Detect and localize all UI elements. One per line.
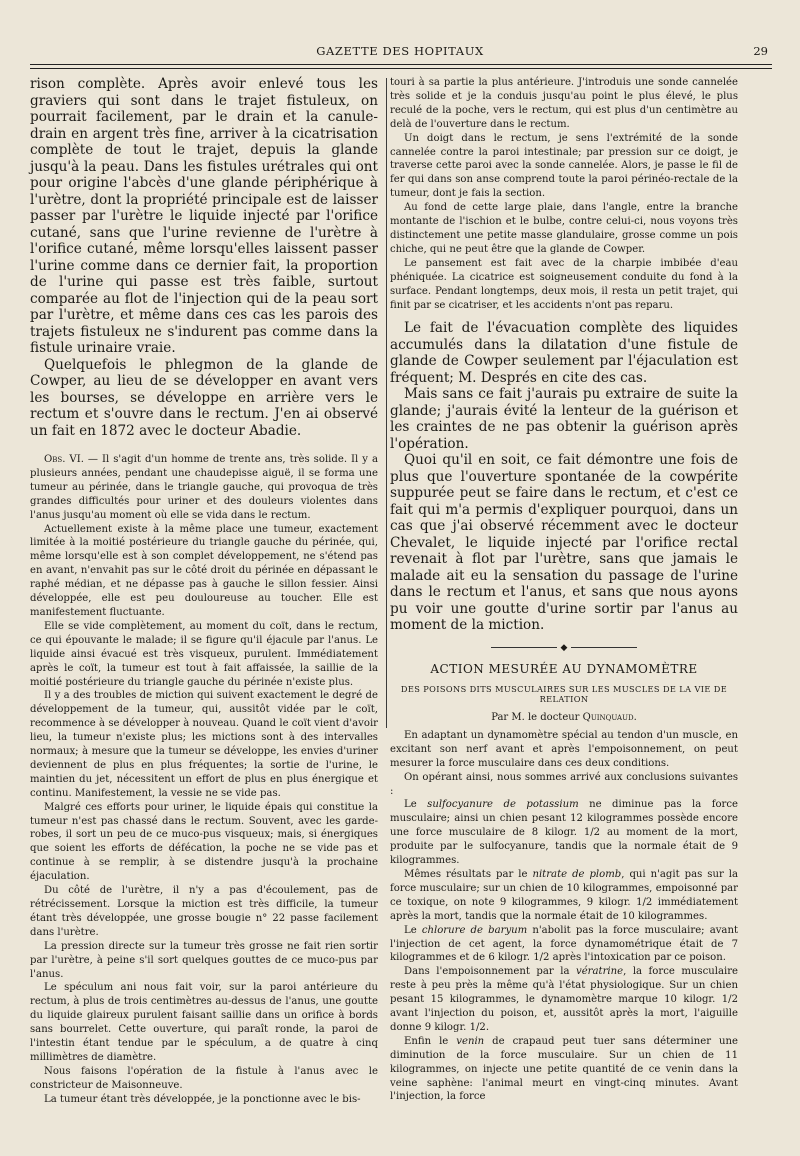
observation-paragraph: Le spéculum ani nous fait voir, sur la paroi antérieure du rectum, à plus de trois centimètres au-dessus de l'anus, une goutte du liquide glaireux purulent faisant saillie dans un orifice à bords sans bourrelet. Cette ouverture, qui paraît ronde, la paroi de l'intestin étant tendue par le spéculum, a de quatre à cinq millimètres de diamètre. <box>30 982 378 1063</box>
body-paragraph: Quelquefois le phlegmon de la glande de Cowper, au lieu de se développer en avant vers les bourses, se développe en arrière vers le rectum et s'ouvre dans le rectum. J'en ai observé un fait en 1872 avec le docteur Abadie. <box>30 356 378 439</box>
article-paragraph <box>390 798 738 868</box>
body-paragraph: Mais sans ce fait j'aurais pu extraire de suite la glande; j'aurais évité la lenteur de la guérison et les craintes de ne pas obtenir la guérison après l'opération. <box>390 386 738 452</box>
text-run: ne diminue pas la force musculaire; ainsi un chien pesant 12 kilogrammes possède encore une force musculaire de 8 kilogr. 1/2 au moment de la mort, produite par le sulfocyanure, tandis que la normale était de 9 kilogrammes. <box>390 799 739 867</box>
poison-name: sulfocyanure de potassium <box>427 799 579 811</box>
left-column <box>30 76 378 1107</box>
journal-title: GAZETTE DES HOPITAUX <box>316 44 484 58</box>
observation-label: Obs. VI. <box>44 454 84 465</box>
article-paragraph <box>390 868 738 924</box>
text-run: Enfin le <box>404 1035 457 1047</box>
body-paragraph: Le fait de l'évacuation complète des liquides accumulés dans la dilatation d'une fistule de glande de Cowper seulement par l'éjaculation est fréquent; M. Després en cite des cas. <box>390 320 738 386</box>
observation-paragraph: La pression directe sur la tumeur très grosse ne fait rien sortir par l'urètre, à peine s'il sort quelques gouttes de ce muco-pus par l'anus. <box>30 940 378 980</box>
observation-paragraph: Du côté de l'urètre, il n'y a pas d'écoulement, pas de rétrécissement. Lorsque la miction est très difficile, la tumeur étant très développée, une grosse bougie n° 22 passe facilement dans l'urètre. <box>30 885 378 938</box>
text-run: Mêmes résultats par le <box>404 868 533 880</box>
spacer <box>30 439 378 453</box>
separator-line <box>491 647 557 648</box>
page-number: 29 <box>753 44 768 58</box>
section-separator <box>390 640 738 656</box>
article-subtitle: DES POISONS DITS MUSCULAIRES SUR LES MUSCLES DE LA VIE DE RELATION <box>400 683 728 704</box>
article-paragraph <box>390 771 738 799</box>
observation-paragraph: Un doigt dans le rectum, je sens l'extrémité de la sonde cannelée contre la paroi intestinale; par pression sur ce doigt, je traverse cette paroi avec la sonde cannelée. Alors, je passe le fil de fer qui dans son anse comprend toute la paroi périnéo-rectale de la tumeur, dont je fais la section. <box>390 132 738 200</box>
observation-paragraph: Le pansement est fait avec de la charpie imbibée d'eau phéniquée. La cicatrice est soigneusement conduite du fond à la surface. Pendant longtemps, deux mois, il resta un petit trajet, qui finit par se cicatriser, et les accidents n'ont pas reparu. <box>390 257 738 311</box>
separator-ornament-icon: ◆ <box>560 642 568 653</box>
observation-paragraph: touri à sa partie la plus antérieure. J'introduis une sonde cannelée très solide et je la conduis jusqu'au point le plus élevé, le plus reculé de la poche, vers le rectum, qui est plus d'un centimètre au delà de l'ouverture dans le rectum. <box>390 77 738 130</box>
poison-name: venin <box>456 1035 485 1047</box>
article-paragraph <box>390 924 738 966</box>
text-run: , qui n'agit pas sur la force musculaire; sur un chien de 10 kilogrammes, empoisonné par ce toxique, on note 9 kilogrammes, 9 kilogr. 1/2 immédiatement après la mort, tandis que la normale était de 10 kilogrammes. <box>390 868 738 922</box>
observation-text: — Il s'agit d'un homme de trente ans, très solide. Il y a plusieurs années, pendant une chaudepisse aiguë, il se forma une tumeur au périnée, dans le triangle gauche, qui provoqua de très grandes difficultés pour uriner et des douleurs violentes dans l'anus jusqu'au moment où elle se vida dans le rectum. <box>30 454 378 521</box>
observation-paragraph <box>30 453 378 523</box>
observation-paragraph: Malgré ces efforts pour uriner, le liquide épais qui constitue la tumeur n'est pas chassé dans le rectum. Souvent, avec les garde-robes, il sort un peu de ce muco-pus visqueux; mais, si énergiques que soient les efforts de défécation, la poche ne se vide pas et continue à se remplir, à se distendre jusqu'à la prochaine éjaculation. <box>30 801 378 883</box>
text-run: de crapaud peut tuer sans déterminer une diminution de la force musculaire. Sur un chien de 11 kilogrammes, on injecte une petite quantité de ce venin dans la veine saphène: l'animal meurt en vingt-cinq minutes. Avant l'injection, la force <box>390 1035 738 1103</box>
text-run: Le <box>404 924 422 936</box>
observation-paragraph: La tumeur étant très développée, je la ponctionne avec le bis- <box>44 1093 361 1105</box>
header-rule-thick <box>30 64 772 65</box>
poison-name: nitrate de plomb <box>532 868 622 880</box>
poison-name: vératrine <box>576 966 624 978</box>
body-paragraph: Quoi qu'il en soit, ce fait démontre une fois de plus que l'ouverture spontanée de la cowpérite suppurée peut se faire dans le rectum, et c'est ce fait qui m'a permis d'expliquer pourquoi, dans un cas que j'ai observé récemment avec le docteur Chevalet, le liquide injecté par l'orifice rectal revenait à flot par l'urètre, sans que jamais le malade ait eu la sensation du passage de l'urine dans le rectum et l'anus, et sans que nous ayons pu voir une goutte d'urine sortir par l'anus au moment de la miction. <box>390 452 738 634</box>
article-paragraph <box>390 965 738 1035</box>
text-run: , la force musculaire reste à peu près la même qu'à l'état physiologique. Sur un chien pesant 15 kilogrammes, le dynamomètre marque 10 kilogr. 1/2 avant l'injection du poison, et, aussitôt après la mort, l'aiguille donne 9 kilogr. 1/2. <box>390 966 739 1033</box>
body-paragraph: rison complète. Après avoir enlevé tous les graviers qui sont dans le trajet fistuleux, on pourrait facilement, par le drain et la canule-drain en argent très fine, arriver à la cicatrisation complète de tout le trajet, depuis la glande jusqu'à la peau. Dans les fistules urétrales qui ont pour origine l'abcès d'une glande périphérique à l'urètre, dont la propriété principale est de laisser passer par l'urètre le liquide injecté par l'orifice cutané, sans que l'urine revienne de l'urètre à l'orifice cutané, même lorsqu'elles laissent passer l'urine comme dans ce dernier fait, la proportion de l'urine qui passe est très faible, surtout comparée au flot de l'injection qui de la peau sort par l'urètre, et même dans ces cas les parois des trajets fistuleux ne s'indurent pas comme dans la fistule urinaire vraie. <box>30 76 378 356</box>
observation-paragraph: Il y a des troubles de miction qui suivent exactement le degré de développement de la tumeur, qui, aussitôt vidée par le coït, recommence à se développer à nouveau. Quand le coït vient d'avoir lieu, la tumeur n'existe plus; les mictions sont à des intervalles normaux; à mesure que la tumeur se développe, les envies d'uriner deviennent de plus en plus fréquentes; la sortie de l'urine, le maintien du jet, nécessitent un effort de plus en plus énergique et continu. Manifestement, la vessie ne se vide pas. <box>30 690 378 799</box>
text-run: Le <box>404 799 428 811</box>
author-name: Quinquaud. <box>582 711 637 723</box>
column-divider <box>386 78 387 728</box>
spacer <box>390 312 738 320</box>
text-run: En adaptant un dynamomètre spécial au tendon d'un muscle, en excitant son nerf avant et après l'empoisonnement, on peut mesurer la force musculaire dans ces deux conditions. <box>390 729 738 769</box>
text-run: n'abolit pas la force musculaire; avant l'injection de cet agent, la force dynamométrique était de 7 kilogrammes et de 6 kilogr. 1/2 après l'intoxication par ce poison. <box>390 924 739 964</box>
byline-prefix: Par M. le docteur <box>491 711 583 723</box>
running-header <box>24 44 776 62</box>
article-paragraph <box>390 1035 738 1105</box>
text-run: On opérant ainsi, nous sommes arrivé aux conclusions suivantes : <box>390 771 738 797</box>
article-paragraph <box>390 729 738 771</box>
article-title: ACTION MESURÉE AU DYNAMOMÈTRE <box>430 661 698 676</box>
observation-paragraph: Nous faisons l'opération de la fistule à l'anus avec le constricteur de Maisonneuve. <box>30 1065 378 1091</box>
right-column <box>390 76 738 1104</box>
observation-paragraph: Au fond de cette large plaie, dans l'angle, entre la branche montante de l'ischion et le bulbe, contre celui-ci, nous voyons très distinctement une petite masse glandulaire, grosse comme un pois chiche, qui ne peut être que la glande de Cowper. <box>390 202 738 255</box>
observation-paragraph: Elle se vide complètement, au moment du coït, dans le rectum, ce qui épouvante le malade; il se figure qu'il éjacule par l'anus. Le liquide ainsi évacué est très visqueux, purulent. Immédiatement après le coït, la tumeur est tout à fait affaissée, la saillie de la moitié postérieure du triangle gauche du périnée n'existe plus. <box>30 620 378 688</box>
text-run: Dans l'empoisonnement par la <box>404 966 576 978</box>
observation-paragraph: Actuellement existe à la même place une tumeur, exactement limitée à la moitié postérieure du triangle gauche du périnée, qui, même lorsqu'elle est à son complet développement, ne s'étend pas en avant, n'envahit pas sur le côté droit du périnée en dépassant le raphé médian, et ne dépasse pas à gauche le sillon fessier. Ainsi développée, elle est peu douloureuse au toucher. Elle est manifestement fluctuante. <box>30 523 378 618</box>
separator-line <box>571 647 637 648</box>
header-rule-thin <box>30 68 772 69</box>
article-byline <box>390 712 738 723</box>
poison-name: chlorure de baryum <box>421 924 528 936</box>
